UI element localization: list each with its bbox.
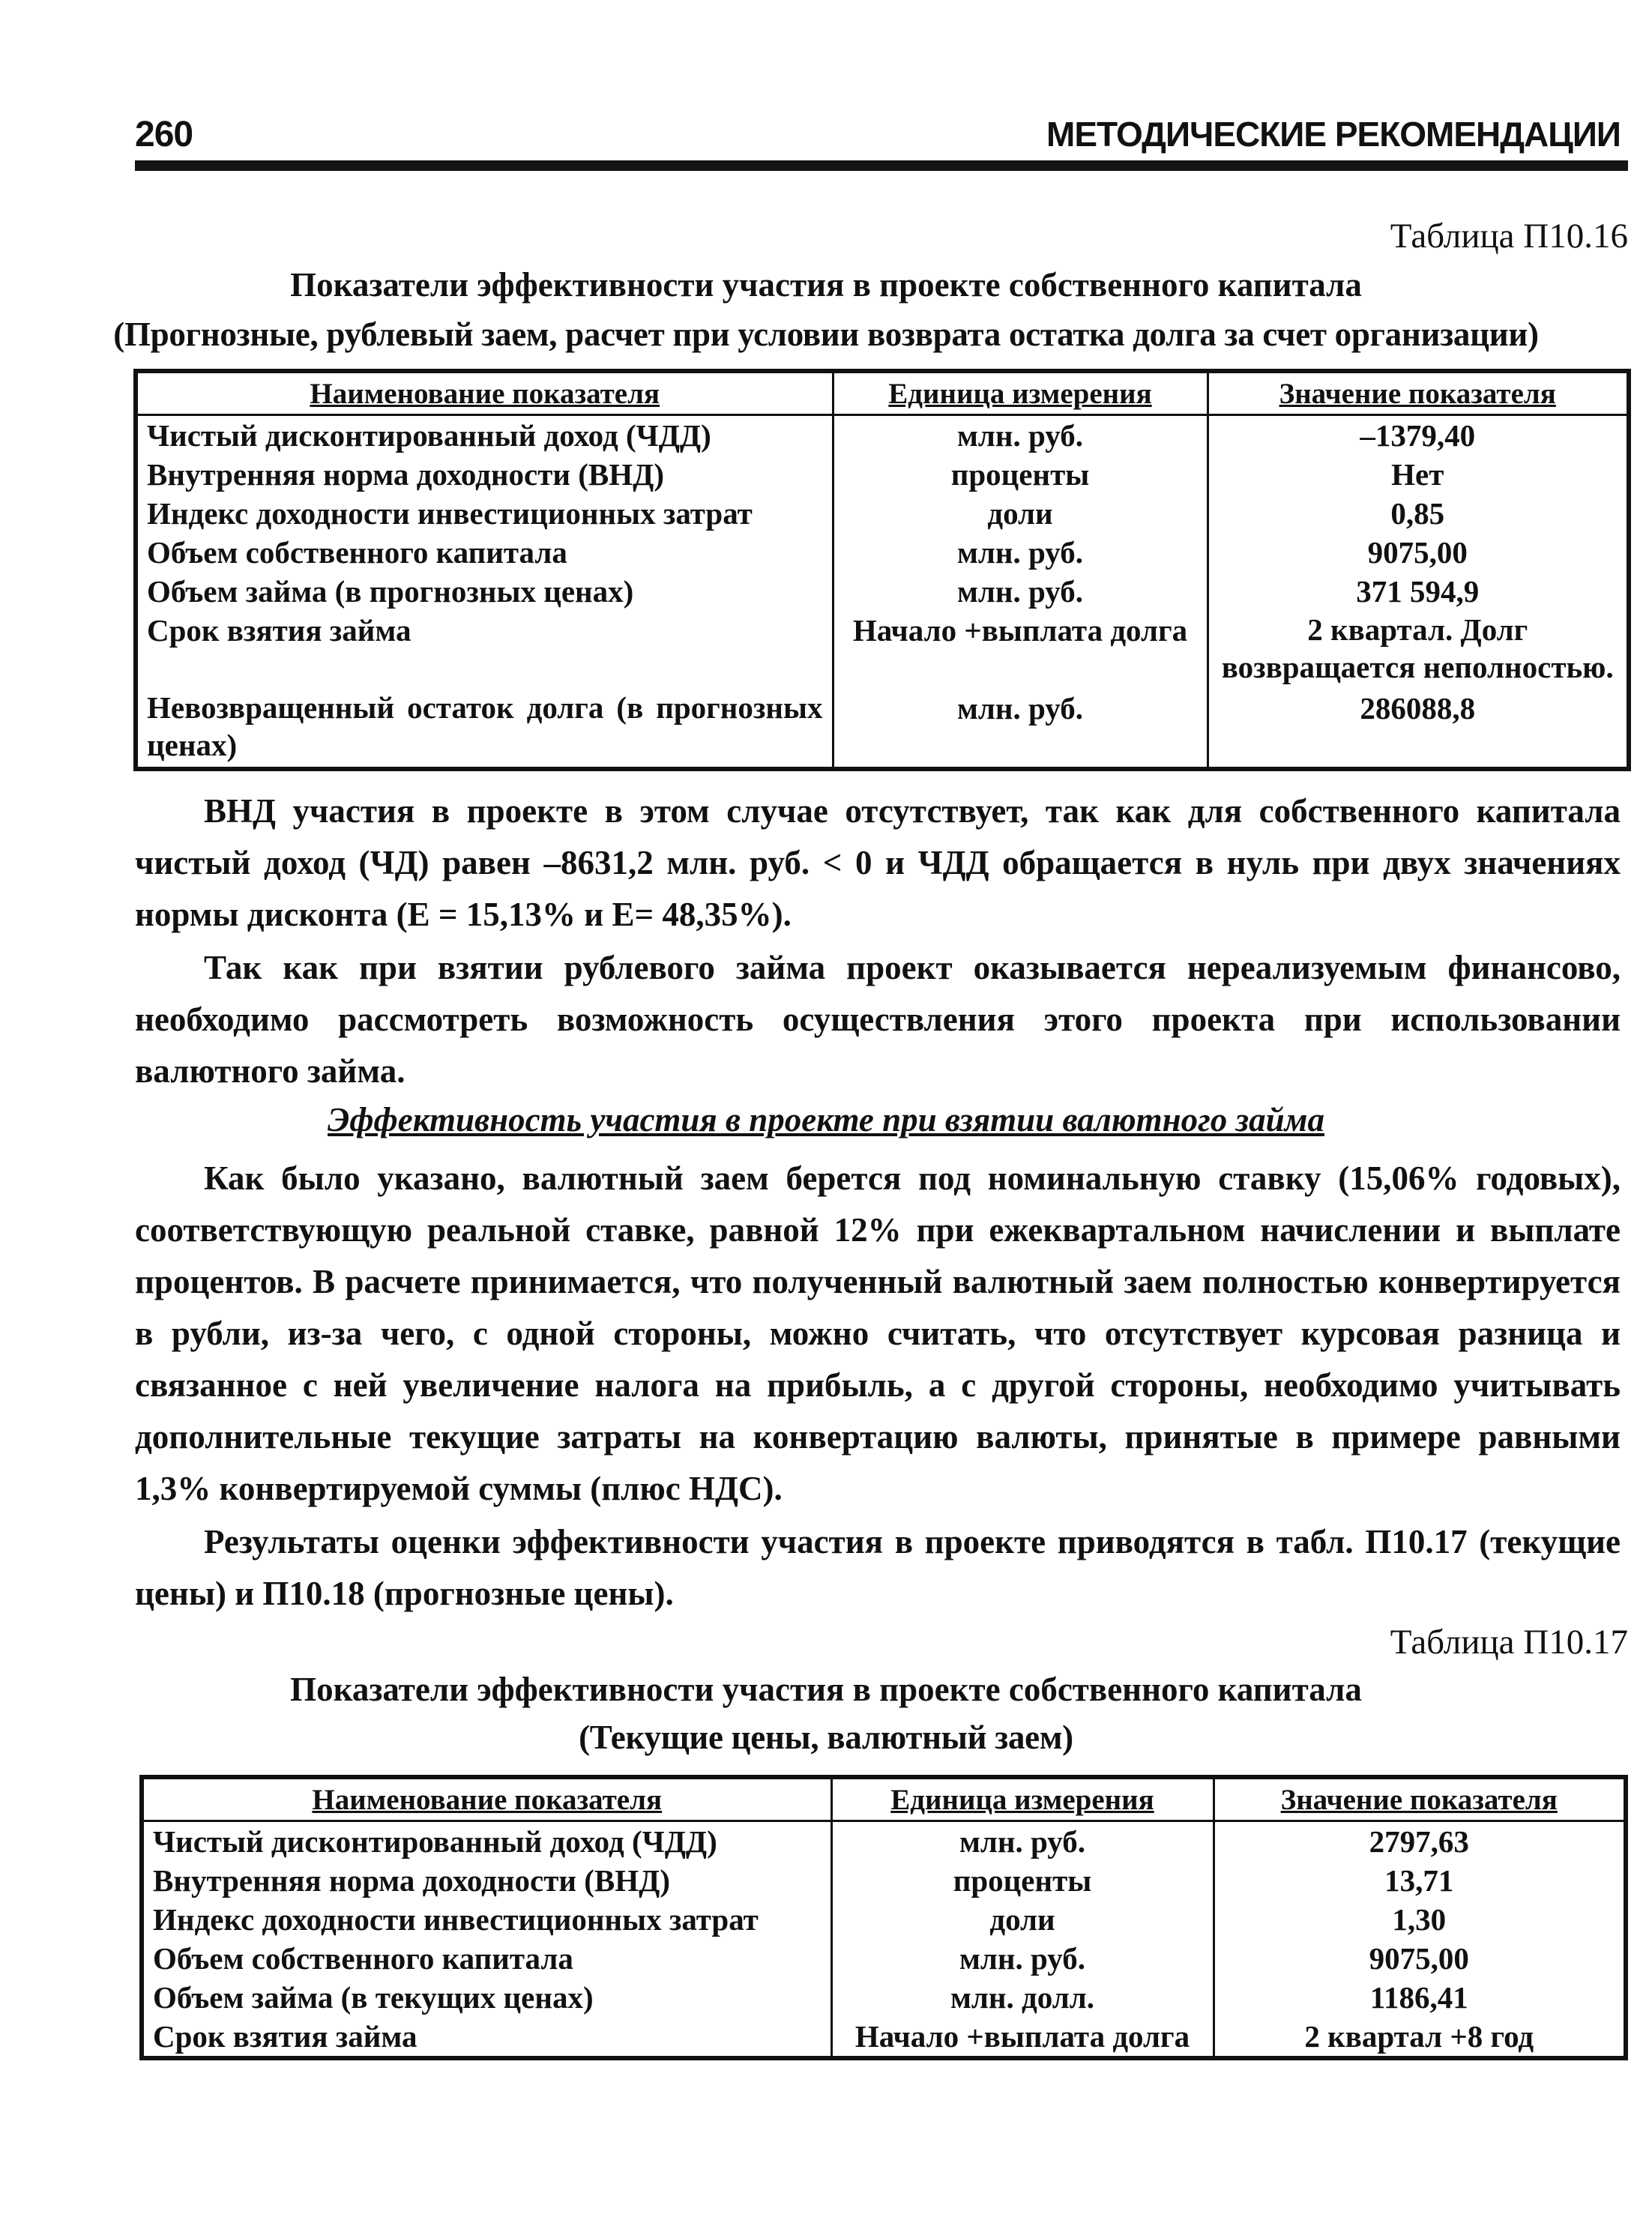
indicator-value: 2 квартал +8 год <box>1304 2019 1534 2054</box>
indicator-unit: доли <box>833 494 1208 533</box>
indicator-value: 0,85 <box>1390 496 1445 531</box>
indicator-unit: доли <box>831 1900 1214 1939</box>
indicator-name: Невозвращенный остаток долга (в прогнозных ценах) <box>136 689 833 769</box>
table1-title: Показатели эффективности участия в проекте собственного капитала <box>290 266 1362 304</box>
running-header <box>135 114 1628 166</box>
indicator-unit: млн. руб. <box>831 1821 1214 1862</box>
indicator-unit: млн. руб. <box>833 689 1208 769</box>
table1-number: Таблица П10.16 <box>1390 217 1628 256</box>
paragraph-1: ВНД участия в проекте в этом случае отсутствует, так как для собственного капитала чистый доход (ЧД) равен –8631,2 млн. руб. < 0 и ЧДД обращается в нуль при двух значениях нормы дисконта (Е = 15,13% и Е= 48,35%). <box>135 792 1621 933</box>
indicator-name: Объем займа (в текущих ценах) <box>142 1978 831 2017</box>
indicator-value: 13,71 <box>1384 1863 1454 1898</box>
indicator-unit: Начало +выплата долга <box>833 611 1208 689</box>
table-row <box>136 689 1629 769</box>
indicator-unit: млн. долл. <box>831 1978 1214 2017</box>
table-row <box>136 415 1629 456</box>
paragraph-4: Результаты оценки эффективности участия в проекте приводятся в табл. П10.17 (текущие цены) и П10.18 (прогнозные цены). <box>135 1523 1621 1612</box>
indicator-name: Объем займа (в прогнозных ценах) <box>136 572 833 611</box>
table1-header-value: Значение показателя <box>1208 371 1629 415</box>
page-number: 260 <box>135 115 193 154</box>
indicator-name: Срок взятия займа <box>136 611 833 689</box>
section-heading: Эффективность участия в проекте при взятии валютного займа <box>328 1101 1324 1138</box>
indicator-value: –1379,40 <box>1360 418 1476 453</box>
table2 <box>139 1775 1628 2060</box>
indicator-unit: млн. руб. <box>833 533 1208 572</box>
indicator-name: Срок взятия займа <box>142 2017 831 2058</box>
table-row <box>142 1939 1626 1978</box>
paragraph-2: Так как при взятии рублевого займа проект оказывается нереализуемым финансово, необходимо рассмотреть возможность осуществления этого проекта при использовании валютного займа. <box>135 949 1621 1090</box>
indicator-name: Чистый дисконтированный доход (ЧДД) <box>142 1821 831 1862</box>
indicator-name: Чистый дисконтированный доход (ЧДД) <box>136 415 833 456</box>
indicator-name: Индекс доходности инвестиционных затрат <box>136 494 833 533</box>
table-row <box>136 572 1629 611</box>
table2-header-unit: Единица измерения <box>831 1777 1214 1821</box>
indicator-value: 371 594,9 <box>1356 574 1480 609</box>
indicator-value: 9075,00 <box>1369 1941 1469 1976</box>
table1-subtitle: (Прогнозные, рублевый заем, расчет при условии возврата остатка долга за счет организации) <box>113 316 1539 353</box>
table-row <box>142 1900 1626 1939</box>
indicator-value: 2 квартал. Долг возвращается неполностью. <box>1221 612 1614 684</box>
indicator-value: Нет <box>1391 457 1444 492</box>
table-row <box>142 1861 1626 1900</box>
indicator-value: 1186,41 <box>1369 1980 1468 2015</box>
indicator-value: 286088,8 <box>1360 691 1476 726</box>
indicator-unit: проценты <box>833 455 1208 494</box>
header-rule <box>135 160 1628 171</box>
indicator-name: Внутренняя норма доходности (ВНД) <box>142 1861 831 1900</box>
indicator-value: 9075,00 <box>1367 535 1468 570</box>
table1-header-name: Наименование показателя <box>136 371 833 415</box>
table1-header-row <box>136 371 1629 415</box>
table2-title: Показатели эффективности участия в проекте собственного капитала <box>290 1671 1362 1708</box>
indicator-unit: проценты <box>831 1861 1214 1900</box>
indicator-name: Объем собственного капитала <box>136 533 833 572</box>
paragraph-3: Как было указано, валютный заем берется под номинальную ставку (15,06% годовых), соответствующую реальной ставке, равной 12% при ежеквартальном начислении и выплате процентов. В расчете принимается, что полученный валютный заем полностью конвертируется в рубли, из-за чего, с одной стороны, можно считать, что отсутствует курсовая разница и связанное с ней увеличение налога на прибыль, а с другой стороны, необходимо учитывать дополнительные текущие затраты на конвертацию валюты, принятые в примере равными 1,3% конвертируемой суммы (плюс НДС). <box>135 1159 1621 1507</box>
indicator-name: Объем собственного капитала <box>142 1939 831 1978</box>
indicator-unit: Начало +выплата долга <box>831 2017 1214 2058</box>
table2-header-value: Значение показателя <box>1214 1777 1626 1821</box>
indicator-name: Внутренняя норма доходности (ВНД) <box>136 455 833 494</box>
table-row <box>142 2017 1626 2058</box>
table-row <box>142 1978 1626 2017</box>
table2-number: Таблица П10.17 <box>1390 1623 1628 1662</box>
table-row <box>136 455 1629 494</box>
indicator-name: Индекс доходности инвестиционных затрат <box>142 1900 831 1939</box>
indicator-value: 1,30 <box>1392 1902 1447 1937</box>
table1 <box>133 369 1631 771</box>
table2-subtitle: (Текущие цены, валютный заем) <box>579 1719 1073 1756</box>
table-row <box>142 1821 1626 1862</box>
indicator-unit: млн. руб. <box>831 1939 1214 1978</box>
running-title: МЕТОДИЧЕСКИЕ РЕКОМЕНДАЦИИ <box>1046 115 1621 154</box>
indicator-unit: млн. руб. <box>833 572 1208 611</box>
table1-header-unit: Единица измерения <box>833 371 1208 415</box>
indicator-value: 2797,63 <box>1369 1824 1469 1859</box>
table2-header-name: Наименование показателя <box>142 1777 831 1821</box>
table2-header-row <box>142 1777 1626 1821</box>
indicator-unit: млн. руб. <box>833 415 1208 456</box>
table-row <box>136 533 1629 572</box>
table-row <box>136 494 1629 533</box>
table-row <box>136 611 1629 689</box>
